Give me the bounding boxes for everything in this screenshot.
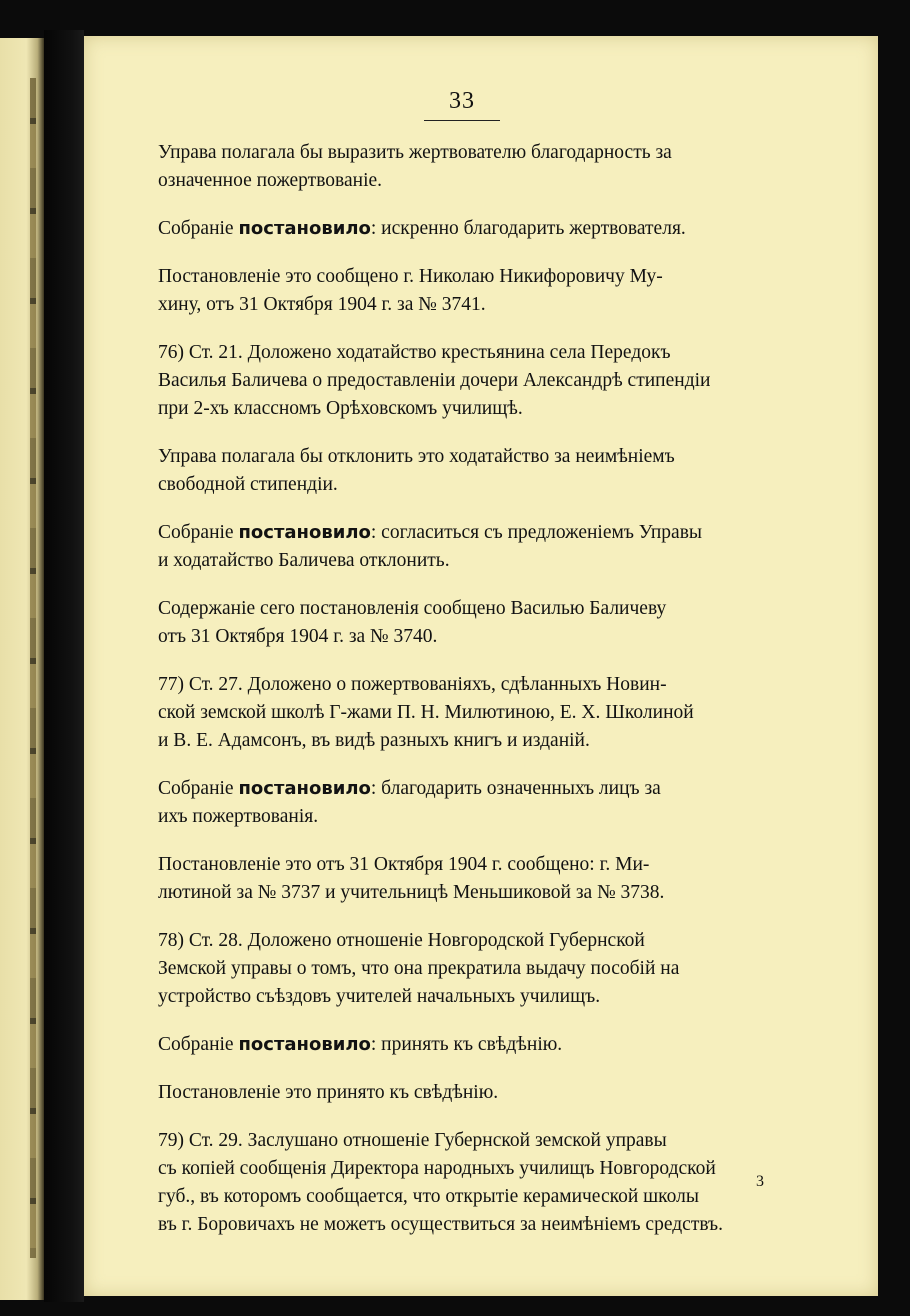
- resolution-keyword: постановило: [238, 778, 371, 799]
- line-text: ихъ пожертвованія.: [158, 806, 319, 827]
- text-line: [102, 1079, 788, 1107]
- line-text: Собраніе: [158, 778, 239, 799]
- text-line: [102, 623, 788, 651]
- paragraph-p5: [102, 443, 788, 499]
- paragraph-p11: [102, 927, 788, 1011]
- text-line: [102, 775, 788, 803]
- page-number-underline: [424, 120, 500, 121]
- paragraph-p10: [102, 851, 788, 907]
- paragraph-p2: [102, 215, 788, 243]
- line-text: свободной стипендіи.: [158, 474, 338, 495]
- line-text-continued: : благодарить означенныхъ лицъ за: [370, 778, 661, 799]
- line-text: означенное пожертвованіе.: [158, 170, 383, 191]
- line-text: Управа полагала бы выразить жертвователю благодарность за: [158, 142, 672, 163]
- line-text: ской земской школѣ Г-жами П. Н. Милютиною, Е. Х. Школиной: [158, 702, 694, 723]
- line-text: 77) Ст. 27. Доложено о пожертвованіяхъ, сдѣланныхъ Новин-: [158, 674, 667, 695]
- text-line: [102, 1211, 788, 1239]
- text-line: [102, 927, 788, 955]
- resolution-keyword: постановило: [238, 1034, 371, 1055]
- line-text: 78) Ст. 28. Доложено отношеніе Новгородской Губернской: [158, 930, 645, 951]
- text-line: [102, 879, 788, 907]
- page-number: 33: [449, 88, 475, 114]
- text-line: [102, 263, 788, 291]
- page-edge-shading: [30, 78, 36, 1258]
- line-text: Постановленіе это сообщено г. Николаю Никифоровичу Му-: [158, 266, 663, 287]
- line-text: устройство съѣздовъ учителей начальныхъ училищъ.: [158, 986, 601, 1007]
- text-line: [102, 291, 788, 319]
- text-line: [102, 727, 788, 755]
- line-text: 79) Ст. 29. Заслушано отношеніе Губернской земской управы: [158, 1130, 667, 1151]
- line-text: Управа полагала бы отклонить это ходатайство за неимѣніемъ: [158, 446, 675, 467]
- printer-signature-mark: 3: [756, 1173, 764, 1190]
- paragraph-p1: [102, 139, 788, 195]
- line-text: Земской управы о томъ, что она прекратила выдачу пособій на: [158, 958, 680, 979]
- facing-page-edge: [0, 38, 44, 1300]
- line-text: при 2-хъ классномъ Орѣховскомъ училищѣ.: [158, 398, 523, 419]
- line-text-continued: : искренно благодарить жертвователя.: [370, 218, 686, 239]
- line-text: съ копіей сообщенія Директора народныхъ училищъ Новгородской: [158, 1158, 716, 1179]
- paragraph-p9: [102, 775, 788, 831]
- text-line: [102, 339, 788, 367]
- text-line: [102, 1183, 788, 1211]
- line-text-continued: : принять къ свѣдѣнію.: [370, 1034, 563, 1055]
- line-text: и В. Е. Адамсонъ, въ видѣ разныхъ книгъ и изданій.: [158, 730, 590, 751]
- line-text: Собраніе: [158, 522, 239, 543]
- line-text: Содержаніе сего постановленія сообщено Василью Баличеву: [158, 598, 667, 619]
- paragraph-p12: [102, 1031, 788, 1059]
- text-line: [102, 215, 788, 243]
- resolution-keyword: постановило: [238, 218, 371, 239]
- line-text: отъ 31 Октября 1904 г. за № 3740.: [158, 626, 438, 647]
- paragraph-p8: [102, 671, 788, 755]
- line-text: Постановленіе это принято къ свѣдѣнію.: [158, 1082, 499, 1103]
- paragraph-p14: [102, 1127, 788, 1239]
- text-line: [102, 547, 788, 575]
- text-line: [102, 443, 788, 471]
- line-text: Постановленіе это отъ 31 Октября 1904 г. сообщено: г. Ми-: [158, 854, 650, 875]
- paragraph-p3: [102, 263, 788, 319]
- line-text: лютиной за № 3737 и учительницѣ Меньшиковой за № 3738.: [158, 882, 665, 903]
- text-line: [102, 395, 788, 423]
- document-page: [84, 36, 878, 1296]
- paragraph-p7: [102, 595, 788, 651]
- text-line: [102, 167, 788, 195]
- text-line: [102, 671, 788, 699]
- line-text: въ г. Боровичахъ не можетъ осуществиться за неимѣніемъ средствъ.: [158, 1214, 724, 1235]
- paragraph-p13: [102, 1079, 788, 1107]
- text-line: [102, 1127, 788, 1155]
- line-text: Собраніе: [158, 1034, 239, 1055]
- text-line: [102, 595, 788, 623]
- text-line: [102, 803, 788, 831]
- line-text: и ходатайство Баличева отклонить.: [158, 550, 450, 571]
- text-line: [102, 955, 788, 983]
- line-text: хину, отъ 31 Октября 1904 г. за № 3741.: [158, 294, 486, 315]
- text-line: [102, 1031, 788, 1059]
- page-body: [102, 139, 788, 1259]
- text-line: [102, 983, 788, 1011]
- book-gutter: [44, 30, 84, 1302]
- line-text-continued: : согласиться съ предложеніемъ Управы: [370, 522, 703, 543]
- line-text: губ., въ которомъ сообщается, что открытіе керамической школы: [158, 1186, 699, 1207]
- line-text: Василья Баличева о предоставленіи дочери Александрѣ стипендіи: [158, 370, 711, 391]
- text-line: [102, 471, 788, 499]
- text-line: [102, 367, 788, 395]
- paragraph-p4: [102, 339, 788, 423]
- line-text: Собраніе: [158, 218, 239, 239]
- paragraph-p6: [102, 519, 788, 575]
- text-line: [102, 699, 788, 727]
- text-line: [102, 139, 788, 167]
- line-text: 76) Ст. 21. Доложено ходатайство крестьянина села Передокъ: [158, 342, 671, 363]
- text-line: [102, 1155, 788, 1183]
- text-line: [102, 519, 788, 547]
- resolution-keyword: постановило: [238, 522, 371, 543]
- text-line: [102, 851, 788, 879]
